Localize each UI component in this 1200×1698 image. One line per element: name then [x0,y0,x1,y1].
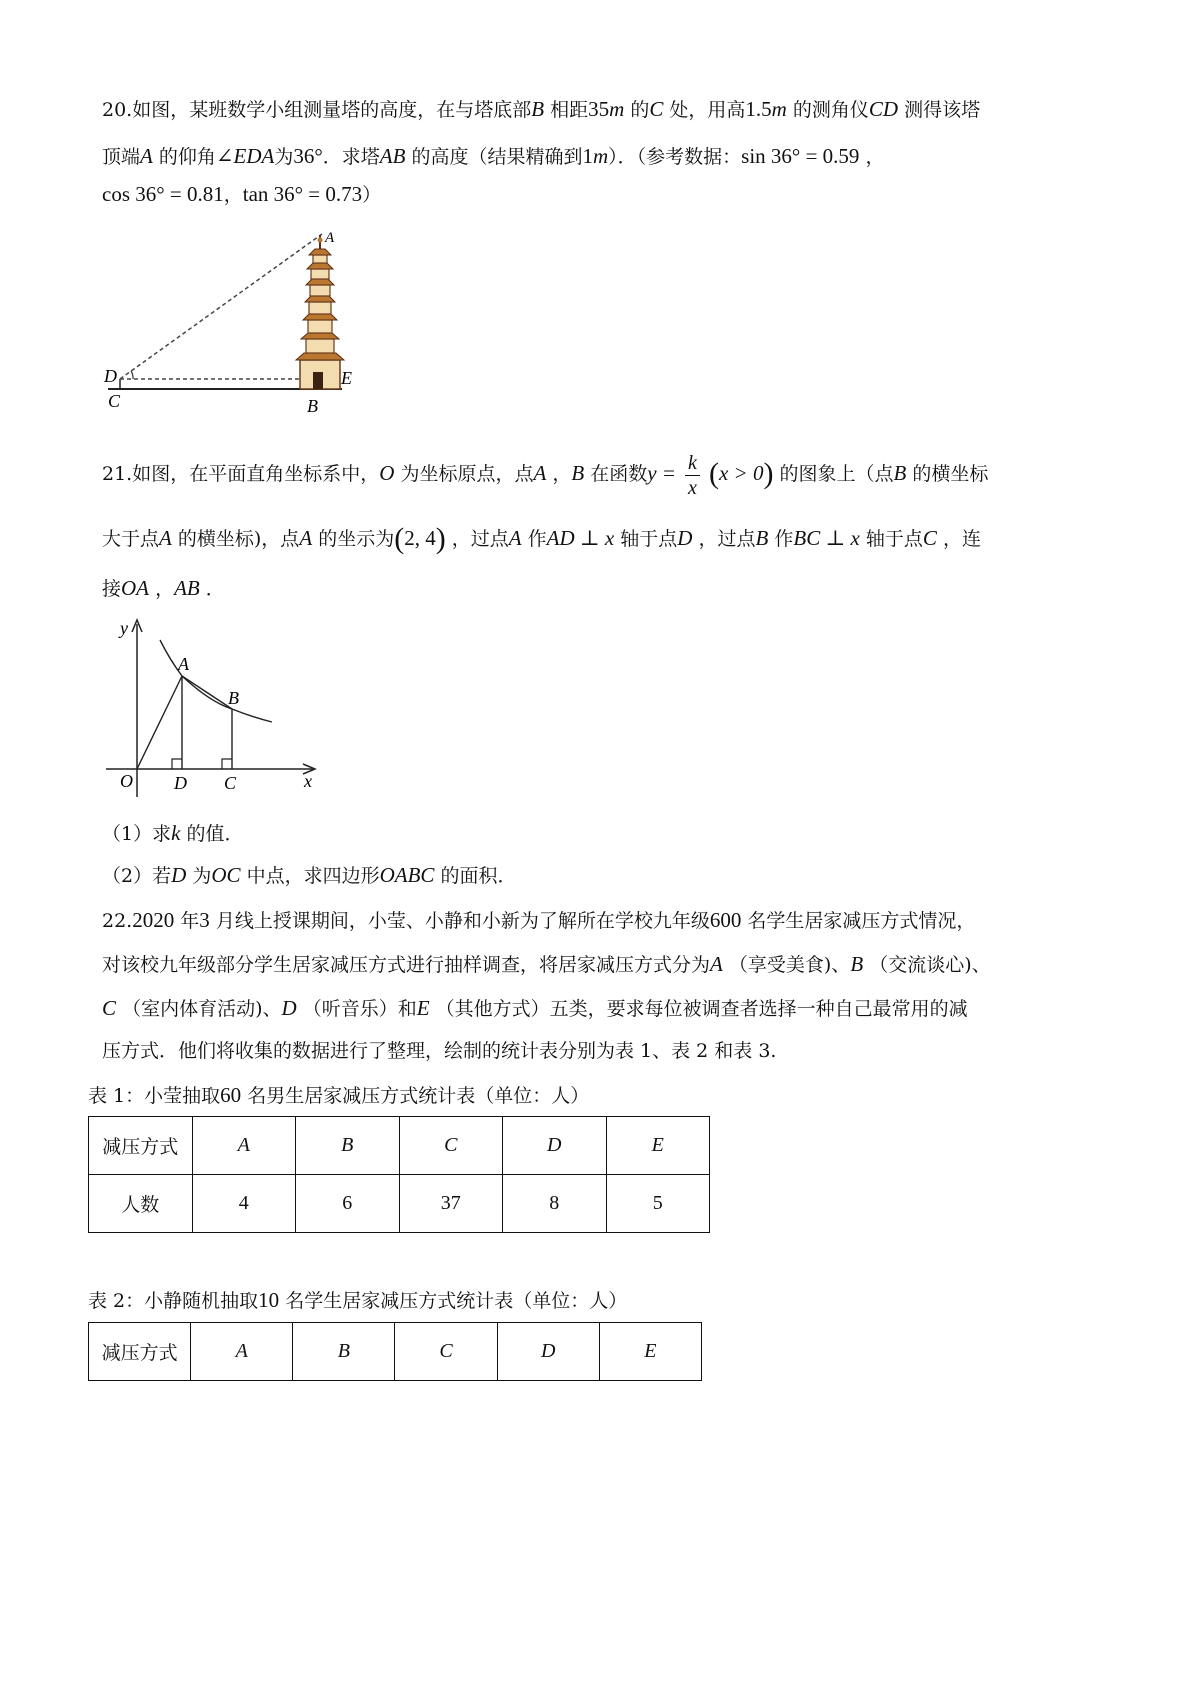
label-d: D [104,366,117,386]
q21-line-3: 接OA ，AB ． [102,576,225,600]
table-cell: 8 [503,1175,607,1233]
q22-line-3: C （室内体育活动)、D （听音乐）和E （其他方式）五类，要求每位被调查者选择一种自己最常用的减 [102,996,968,1020]
table1-caption: 表 1：小莹抽取60 名男生居家减压方式统计表（单位：人） [88,1083,590,1107]
label-e: E [341,368,352,388]
table-cell: B [296,1117,400,1175]
table-cell: 人数 [89,1175,193,1233]
q21-part-1: （1）求k 的值． [102,821,244,845]
hyperbola-curve [160,640,272,722]
table-cell: A [192,1117,296,1175]
table-cell: D [503,1117,607,1175]
label-x: x [304,771,312,791]
label-a: A [178,654,189,674]
label-c: C [224,773,237,793]
tower-measurement-figure [100,222,360,422]
label-a: A [325,230,335,246]
q21-part-2: （2）若D 为OC 中点，求四边形OABC 的面积． [102,863,517,887]
q21-line-1: 21.如图，在平面直角坐标系中，O 为坐标原点，点A ，B 在函数y = $\frac{k}{x}$ (x > 0) 的图象上（点B 的横坐标 [102,451,989,499]
table-cell: A [191,1323,293,1381]
segment-oa [137,676,182,769]
label-b: B [228,688,239,708]
table-cell: 6 [296,1175,400,1233]
angle-arc [131,371,133,379]
label-b: B [307,396,318,416]
pagoda-tower-icon [296,235,344,389]
label-y: y [120,618,128,638]
table-cell: C [399,1117,503,1175]
table2-caption: 表 2：小静随机抽取10 名学生居家减压方式统计表（单位：人） [88,1288,628,1312]
table-cell: 37 [399,1175,503,1233]
q21-line-2: 大于点A 的横坐标)，点A 的坐示为(2, 4) ，过点A 作AD ⊥ x 轴于点D ，过点B 作BC ⊥ x 轴于点C ，连 [102,522,981,555]
q22-line-4: 压方式．他们将收集的数据进行了整理，绘制的统计表分别为表 1、表 2 和表 3. [102,1040,777,1062]
fraction-k-over-x: $\frac{k}{x}$ [685,451,700,500]
table-cell: D [497,1323,599,1381]
q22-line-1: 22.2020 年3 月线上授课期间，小莹、小静和小新为了解所在学校九年级600 名学生居家减压方式情况， [102,908,976,932]
label-d: D [174,773,187,793]
table-cell: C [395,1323,497,1381]
table-cell: 减压方式 [89,1117,193,1175]
table-cell: 4 [192,1175,296,1233]
table-2-header-row [89,1323,702,1381]
q20-line-3: cos 36° = 0.81，tan 36° = 0.73） [102,182,382,206]
table-1-header-row [89,1117,710,1175]
table-cell: E [606,1117,710,1175]
right-angle-c [222,759,232,769]
right-angle-d [172,759,182,769]
q20-line-1: 20.如图，某班数学小组测量塔的高度，在与塔底部B 相距35m 的C 处，用高1.5m 的测角仪CD 测得该塔 [102,97,981,121]
table-1 [88,1116,710,1233]
table-1-data-row [89,1175,710,1233]
label-o: O [120,771,133,791]
table-cell: 5 [606,1175,710,1233]
q22-line-2: 对该校九年级部分学生居家减压方式进行抽样调查，将居家减压方式分为A （享受美食)、B （交流谈心)、 [102,952,991,976]
dashed-line-da [120,234,322,379]
table-2 [88,1322,702,1381]
q20-line-2: 顶端A 的仰角∠EDA为36°．求塔AB 的高度（结果精确到1m）．（参考数据：sin 36° = 0.59 ， [102,144,885,168]
coordinate-graph-figure [100,612,330,802]
table-cell: E [599,1323,701,1381]
table-cell: B [293,1323,395,1381]
segment-ab [182,676,232,709]
label-c: C [108,391,121,411]
table-cell: 减压方式 [89,1323,191,1381]
